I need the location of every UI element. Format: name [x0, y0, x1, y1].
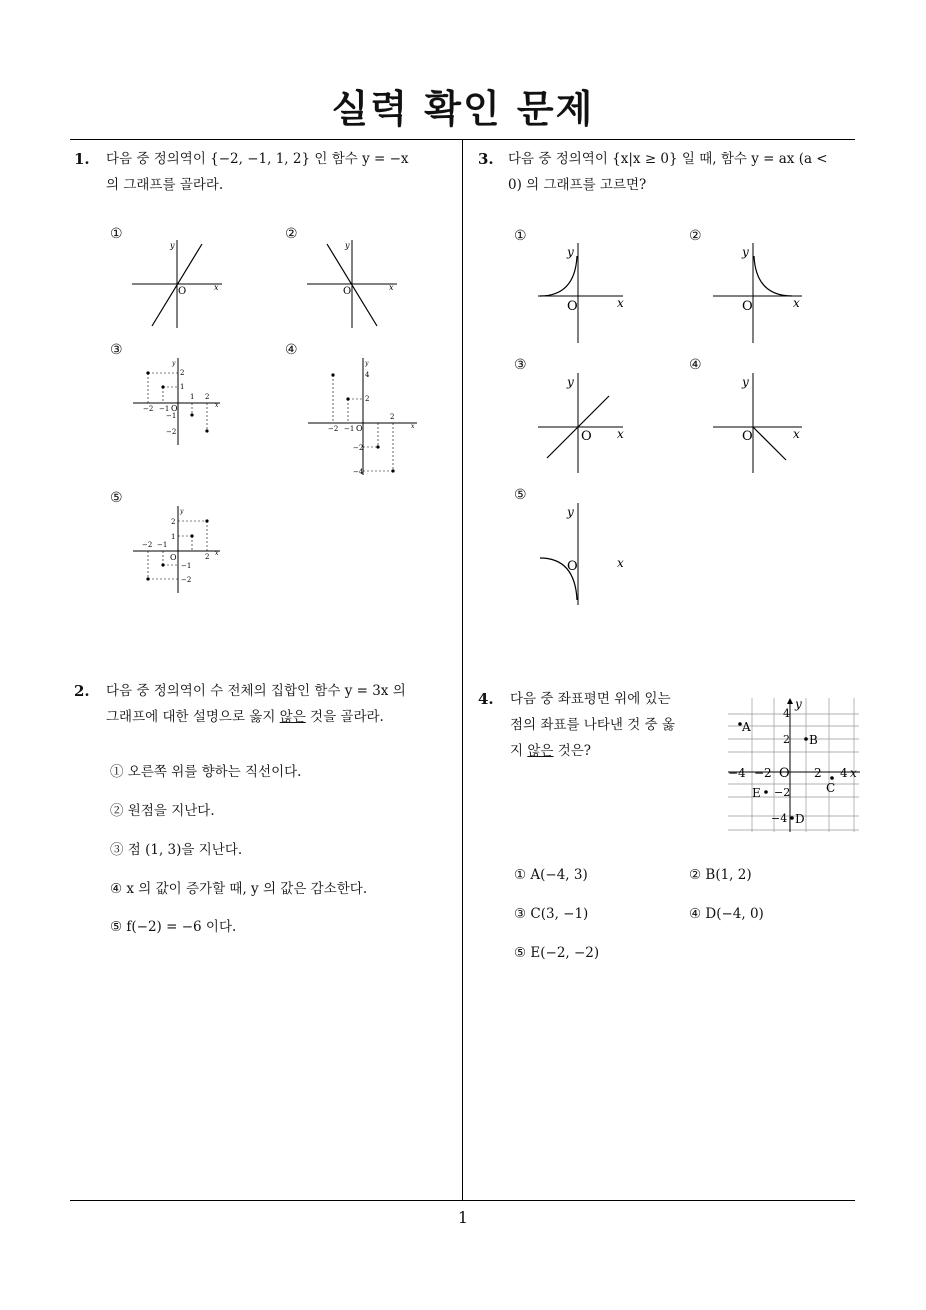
- q2-line2: [106, 704, 456, 730]
- y-axis-label: y: [365, 360, 369, 367]
- tick-label: −2: [166, 428, 177, 436]
- x-axis-label: x: [214, 283, 219, 292]
- q1-line1: 다음 중 정의역이 {−2, −1, 1, 2} 인 함수 y = −x: [106, 151, 409, 167]
- q4-text: [510, 686, 715, 764]
- q1-line2: 의 그래프를 골라라.: [106, 177, 224, 193]
- q3-graph-4: [710, 370, 810, 475]
- tick-label: −4: [771, 812, 788, 825]
- y-axis-label: y: [742, 375, 749, 389]
- tick-label: −1: [159, 405, 170, 413]
- y-axis-label: y: [795, 697, 802, 711]
- origin-label: O: [742, 299, 753, 314]
- y-axis-label: y: [170, 241, 175, 250]
- q1-option-4-label[interactable]: ④: [285, 342, 298, 358]
- tick-label: −2: [143, 405, 154, 413]
- tick-label: −2: [181, 576, 192, 584]
- tick-label: −4: [728, 766, 746, 780]
- q4-line3: [510, 738, 715, 764]
- q3-graph-3: [535, 370, 635, 475]
- q1-graph-4: [305, 355, 420, 477]
- q3-number: 3.: [478, 150, 494, 168]
- y-axis-label: y: [742, 245, 749, 259]
- y-axis-label: y: [567, 375, 574, 389]
- q4-option-1[interactable]: ① A(−4, 3): [514, 867, 588, 883]
- x-axis-label: x: [850, 766, 857, 780]
- tick-label: 2: [365, 395, 370, 403]
- column-divider: [462, 139, 463, 1201]
- q2-line1: 다음 중 정의역이 수 전체의 집합인 함수 y = 3x 의: [106, 683, 406, 699]
- q4-option-3[interactable]: ③ C(3, −1): [514, 906, 589, 922]
- point-c-label: C: [826, 781, 836, 795]
- x-axis-label: x: [215, 402, 219, 409]
- q4-option-5[interactable]: ⑤ E(−2, −2): [514, 945, 600, 961]
- q4-coordinate-plane: [724, 694, 864, 834]
- tick-label: 2: [814, 766, 822, 780]
- q1-graph-1: [130, 238, 225, 330]
- tick-label: −2: [353, 444, 364, 452]
- origin-label: O: [343, 286, 352, 297]
- q1-option-3-label[interactable]: ③: [110, 342, 123, 358]
- x-axis-label: x: [793, 427, 800, 441]
- tick-label: −1: [344, 425, 355, 433]
- point-e-label: E: [752, 786, 761, 800]
- q1-text: [106, 146, 456, 198]
- x-axis-label: x: [793, 296, 800, 310]
- y-axis-label: y: [567, 245, 574, 259]
- q3-option-1-label[interactable]: ①: [514, 228, 527, 244]
- origin-label: O: [567, 559, 578, 574]
- q2-option-5[interactable]: ⑤ f(−2) = −6 이다.: [110, 919, 237, 935]
- page-title: 실력 확인 문제: [331, 87, 595, 131]
- origin-label: O: [779, 766, 790, 781]
- tick-label: 1: [171, 533, 176, 541]
- tick-label: 4: [365, 371, 370, 379]
- x-axis-label: x: [617, 427, 624, 441]
- tick-label: −2: [774, 786, 791, 799]
- tick-label: 4: [840, 766, 848, 780]
- q1-graph-3: [130, 355, 225, 447]
- x-axis-label: x: [215, 550, 219, 557]
- page-number: 1: [457, 1208, 469, 1227]
- tick-label: −2: [754, 766, 772, 780]
- tick-label: −2: [142, 541, 153, 549]
- origin-label: O: [170, 553, 177, 562]
- q4-line3-underlined: 않은: [527, 743, 554, 759]
- q3-line2: 0) 의 그래프를 고르면?: [508, 177, 647, 193]
- tick-label: 2: [205, 553, 210, 561]
- tick-label: 2: [205, 393, 210, 401]
- origin-label: O: [356, 424, 363, 433]
- q4-line3-pre: 지: [510, 743, 528, 759]
- q4-line1: 다음 중 좌표평면 위에 있는: [510, 691, 671, 707]
- y-axis-label: y: [180, 508, 184, 515]
- tick-label: 2: [783, 733, 790, 746]
- x-axis-label: x: [617, 556, 624, 570]
- tick-label: 1: [190, 393, 195, 401]
- q2-option-3[interactable]: ③ 점 (1, 3)을 지난다.: [110, 842, 243, 858]
- q4-option-2[interactable]: ② B(1, 2): [689, 867, 752, 883]
- tick-label: −2: [328, 425, 339, 433]
- point-a-label: A: [742, 720, 751, 734]
- q3-option-3-label[interactable]: ③: [514, 357, 527, 373]
- q4-number: 4.: [478, 690, 494, 708]
- tick-label: 2: [180, 369, 185, 377]
- q1-option-2-label[interactable]: ②: [285, 226, 298, 242]
- q2-option-4[interactable]: ④ x 의 값이 증가할 때, y 의 값은 감소한다.: [110, 881, 368, 897]
- q3-graph-1: [535, 240, 635, 345]
- q2-option-1[interactable]: ① 오른쪽 위를 향하는 직선이다.: [110, 764, 302, 780]
- tick-label: 4: [783, 707, 790, 720]
- origin-label: O: [567, 299, 578, 314]
- q3-line1: 다음 중 정의역이 {x|x ≥ 0} 일 때, 함수 y = ax (a <: [508, 151, 828, 167]
- y-axis-label: y: [172, 360, 176, 367]
- q3-option-4-label[interactable]: ④: [689, 357, 702, 373]
- origin-label: O: [171, 404, 178, 413]
- q1-option-1-label[interactable]: ①: [110, 226, 123, 242]
- x-axis-label: x: [617, 296, 624, 310]
- q1-number: 1.: [74, 150, 90, 168]
- q3-text: [508, 146, 858, 198]
- y-axis-label: y: [567, 505, 574, 519]
- q2-line2-post: 것을 골라라.: [305, 709, 384, 725]
- q1-graph-2: [305, 238, 400, 330]
- q3-graph-5: [535, 500, 635, 610]
- origin-label: O: [178, 286, 187, 297]
- y-axis-label: y: [345, 241, 350, 250]
- origin-label: O: [742, 429, 753, 444]
- q1-option-5-label[interactable]: ⑤: [110, 490, 123, 506]
- q2-line2-underlined: 않은: [279, 709, 306, 725]
- q4-line2: 점의 좌표를 나타낸 것 중 옳: [510, 717, 675, 733]
- q4-option-4[interactable]: ④ D(−4, 0): [689, 906, 764, 922]
- point-b-label: B: [809, 733, 818, 747]
- q3-option-5-label[interactable]: ⑤: [514, 487, 527, 503]
- tick-label: −4: [353, 468, 364, 476]
- q2-line2-pre: 그래프에 대한 설명으로 옳지: [106, 709, 280, 725]
- point-d-label: D: [795, 812, 805, 826]
- x-axis-label: x: [389, 283, 394, 292]
- q2-number: 2.: [74, 682, 90, 700]
- q3-option-2-label[interactable]: ②: [689, 228, 702, 244]
- bottom-rule: [70, 1200, 855, 1201]
- tick-label: 2: [171, 518, 176, 526]
- tick-label: −1: [181, 562, 192, 570]
- tick-label: −1: [157, 541, 168, 549]
- x-axis-label: x: [411, 423, 415, 430]
- tick-label: 2: [390, 413, 395, 421]
- q3-graph-2: [710, 240, 810, 345]
- tick-label: −1: [166, 412, 177, 420]
- q2-option-2[interactable]: ② 원점을 지난다.: [110, 803, 215, 819]
- q1-graph-5: [130, 503, 225, 595]
- q4-line3-post: 것은?: [553, 743, 592, 759]
- q2-text: [106, 678, 456, 730]
- origin-label: O: [581, 429, 592, 444]
- tick-label: 1: [180, 383, 185, 391]
